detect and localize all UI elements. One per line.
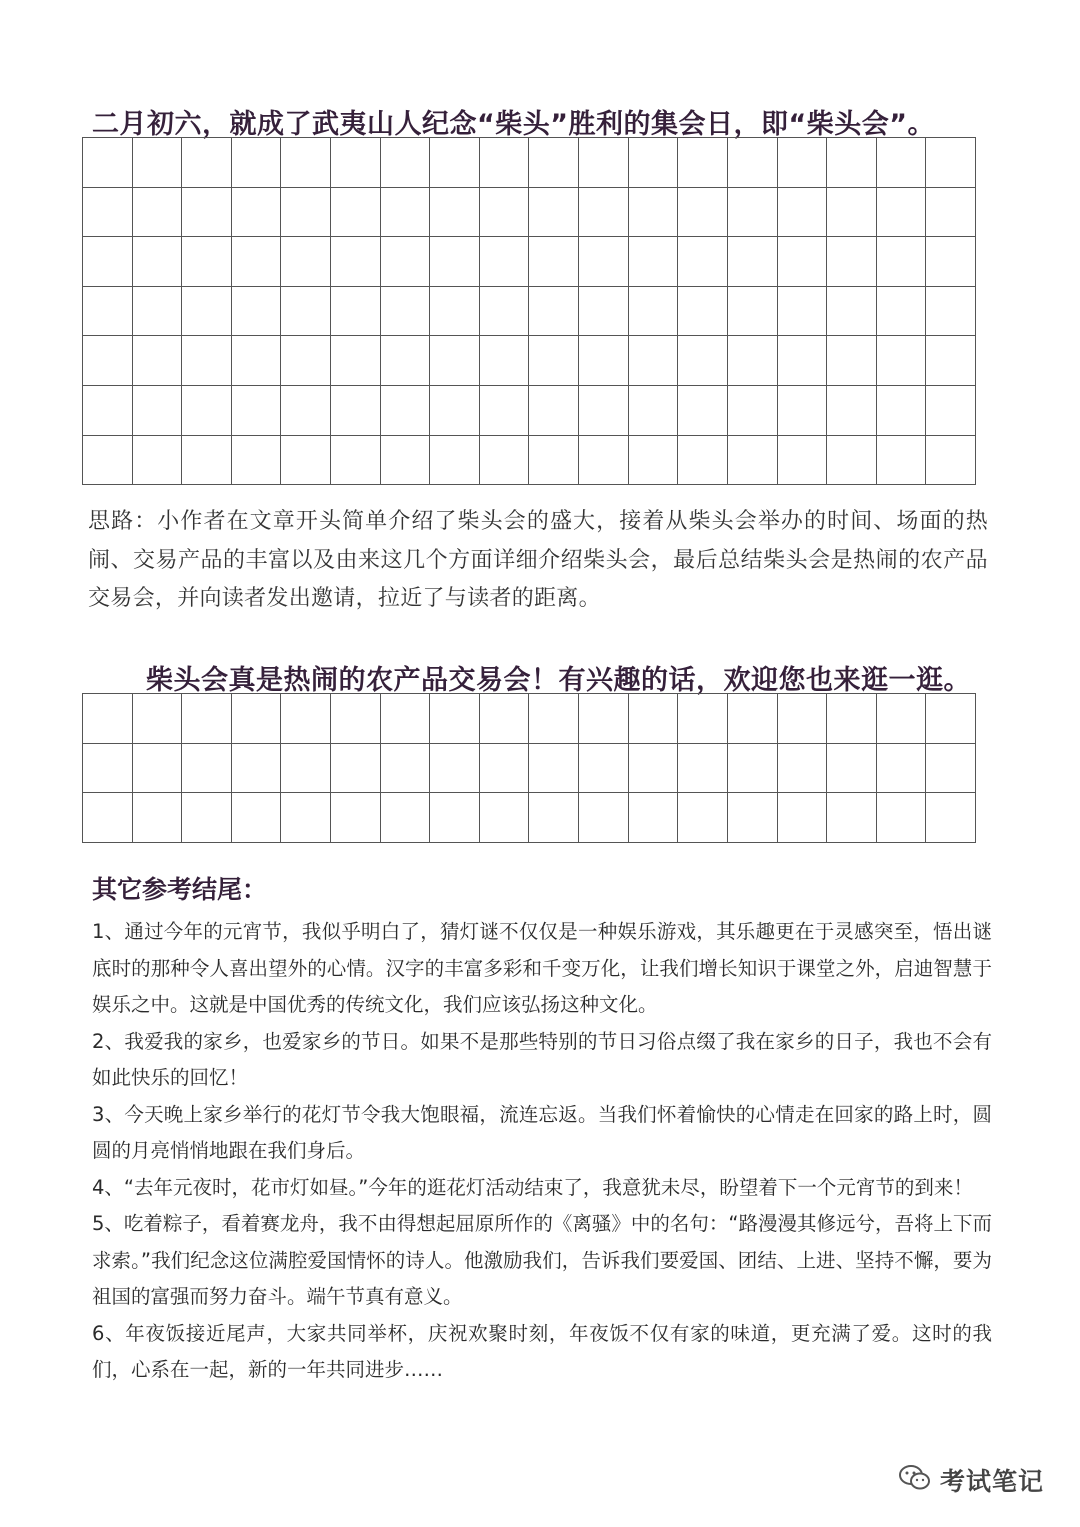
grid-cell bbox=[83, 138, 133, 188]
grid-cell bbox=[430, 694, 480, 744]
grid-cell bbox=[132, 138, 182, 188]
grid-cell bbox=[430, 187, 480, 237]
grid-cell bbox=[182, 187, 232, 237]
grid-cell bbox=[529, 793, 579, 843]
grid-cell bbox=[628, 385, 678, 435]
grid-cell bbox=[281, 435, 331, 485]
grid-cell bbox=[628, 793, 678, 843]
grid-cell bbox=[380, 336, 430, 386]
grid-cell bbox=[628, 336, 678, 386]
grid-cell bbox=[231, 743, 281, 793]
grid-cell bbox=[529, 138, 579, 188]
grid-cell bbox=[83, 187, 133, 237]
grid-cell bbox=[83, 336, 133, 386]
grid-cell bbox=[231, 435, 281, 485]
grid-cell bbox=[926, 286, 976, 336]
grid-cell bbox=[430, 237, 480, 287]
grid-cell bbox=[727, 336, 777, 386]
grid-cell bbox=[479, 286, 529, 336]
grid-cell bbox=[827, 385, 877, 435]
grid-cell bbox=[231, 336, 281, 386]
grid-cell bbox=[579, 694, 629, 744]
grid-cell bbox=[628, 187, 678, 237]
grid-cell bbox=[281, 385, 331, 435]
grid-cell bbox=[876, 743, 926, 793]
grid-cell bbox=[331, 694, 381, 744]
grid-cell bbox=[579, 286, 629, 336]
grid-cell bbox=[182, 435, 232, 485]
grid-cell bbox=[281, 336, 331, 386]
grid-cell bbox=[479, 694, 529, 744]
grid-cell bbox=[827, 435, 877, 485]
grid-cell bbox=[331, 435, 381, 485]
grid-cell bbox=[777, 187, 827, 237]
middle-heading: 柴头会真是热闹的农产品交易会！有兴趣的话，欢迎您也来逛一逛。 bbox=[146, 665, 971, 696]
grid-cell bbox=[529, 237, 579, 287]
grid-cell bbox=[529, 694, 579, 744]
grid-cell bbox=[479, 336, 529, 386]
grid-cell bbox=[628, 138, 678, 188]
grid-cell bbox=[827, 694, 877, 744]
grid-cell bbox=[83, 743, 133, 793]
reference-endings-title: 其它参考结尾： bbox=[92, 875, 268, 904]
grid-cell bbox=[628, 435, 678, 485]
top-heading: 二月初六，就成了武夷山人纪念“柴头”胜利的集会日，即“柴头会”。 bbox=[92, 109, 935, 140]
grid-cell bbox=[827, 743, 877, 793]
grid-cell bbox=[727, 694, 777, 744]
grid-cell bbox=[876, 138, 926, 188]
grid-row bbox=[83, 435, 976, 485]
grid-cell bbox=[479, 743, 529, 793]
grid-cell bbox=[380, 385, 430, 435]
grid-cell bbox=[926, 187, 976, 237]
grid-cell bbox=[331, 793, 381, 843]
grid-cell bbox=[132, 435, 182, 485]
grid-cell bbox=[876, 237, 926, 287]
grid-cell bbox=[678, 694, 728, 744]
grid-cell bbox=[529, 187, 579, 237]
grid-cell bbox=[926, 694, 976, 744]
grid-cell bbox=[132, 286, 182, 336]
ending-item: 6、年夜饭接近尾声，大家共同举杯，庆祝欢聚时刻，年夜饭不仅有家的味道，更充满了爱。这时的我们，心系在一起，新的一年共同进步…… bbox=[92, 1321, 992, 1381]
grid-cell bbox=[231, 286, 281, 336]
grid-cell bbox=[380, 793, 430, 843]
grid-cell bbox=[430, 336, 480, 386]
grid-cell bbox=[827, 138, 877, 188]
writing-grid-top bbox=[82, 137, 976, 485]
grid-row bbox=[83, 743, 976, 793]
grid-cell bbox=[182, 385, 232, 435]
grid-cell bbox=[926, 138, 976, 188]
grid-cell bbox=[926, 385, 976, 435]
grid-cell bbox=[331, 286, 381, 336]
grid-cell bbox=[926, 793, 976, 843]
grid-cell bbox=[579, 793, 629, 843]
grid-cell bbox=[380, 694, 430, 744]
grid-cell bbox=[529, 385, 579, 435]
grid-cell bbox=[876, 793, 926, 843]
grid-cell bbox=[628, 743, 678, 793]
grid-cell bbox=[579, 435, 629, 485]
grid-cell bbox=[628, 237, 678, 287]
writing-grid-bottom bbox=[82, 693, 976, 843]
grid-cell bbox=[876, 435, 926, 485]
grid-cell bbox=[678, 385, 728, 435]
grid-cell bbox=[182, 138, 232, 188]
grid-cell bbox=[182, 336, 232, 386]
grid-cell bbox=[777, 286, 827, 336]
grid-cell bbox=[380, 743, 430, 793]
grid-cell bbox=[727, 237, 777, 287]
grid-cell bbox=[182, 743, 232, 793]
grid-cell bbox=[777, 138, 827, 188]
grid-cell bbox=[479, 793, 529, 843]
grid-cell bbox=[678, 793, 728, 843]
grid-cell bbox=[132, 237, 182, 287]
grid-row bbox=[83, 793, 976, 843]
grid-cell bbox=[876, 336, 926, 386]
grid-cell bbox=[132, 187, 182, 237]
grid-cell bbox=[430, 138, 480, 188]
grid-cell bbox=[678, 187, 728, 237]
grid-cell bbox=[827, 187, 877, 237]
grid-cell bbox=[231, 385, 281, 435]
wechat-icon bbox=[898, 1463, 932, 1497]
grid-cell bbox=[83, 385, 133, 435]
grid-cell bbox=[231, 187, 281, 237]
grid-row bbox=[83, 237, 976, 287]
grid-cell bbox=[926, 743, 976, 793]
grid-cell bbox=[182, 286, 232, 336]
grid-cell bbox=[479, 237, 529, 287]
watermark bbox=[898, 1462, 1044, 1498]
grid-cell bbox=[678, 435, 728, 485]
grid-row bbox=[83, 385, 976, 435]
grid-cell bbox=[231, 793, 281, 843]
grid-row bbox=[83, 138, 976, 188]
grid-cell bbox=[83, 286, 133, 336]
grid-cell bbox=[83, 793, 133, 843]
grid-cell bbox=[182, 694, 232, 744]
grid-cell bbox=[579, 187, 629, 237]
grid-cell bbox=[876, 286, 926, 336]
grid-cell bbox=[331, 385, 381, 435]
grid-cell bbox=[777, 793, 827, 843]
grid-cell bbox=[727, 138, 777, 188]
grid-cell bbox=[579, 385, 629, 435]
grid-cell bbox=[380, 435, 430, 485]
grid-cell bbox=[83, 237, 133, 287]
grid-cell bbox=[876, 385, 926, 435]
grid-cell bbox=[281, 286, 331, 336]
grid-cell bbox=[529, 336, 579, 386]
grid-cell bbox=[281, 187, 331, 237]
ending-item: 5、吃着粽子，看着赛龙舟，我不由得想起屈原所作的《离骚》中的名句：“路漫漫其修远兮，吾将上下而求索。”我们纪念这位满腔爱国情怀的诗人。他激励我们，告诉我们要爱国、团结、上进、坚持不懈，要为祖国的富强而努力奋斗。端午节真有意义。 bbox=[92, 1212, 993, 1308]
grid-cell bbox=[727, 286, 777, 336]
grid-cell bbox=[331, 187, 381, 237]
grid-row bbox=[83, 694, 976, 744]
grid-cell bbox=[479, 435, 529, 485]
grid-cell bbox=[331, 336, 381, 386]
grid-cell bbox=[281, 743, 331, 793]
grid-cell bbox=[132, 336, 182, 386]
grid-cell bbox=[678, 743, 728, 793]
grid-cell bbox=[331, 743, 381, 793]
grid-cell bbox=[83, 694, 133, 744]
ending-item: 4、“去年元夜时，花市灯如昼。”今年的逛花灯活动结束了，我意犹未尽，盼望着下一个元宵节的到来！ bbox=[92, 1175, 973, 1199]
grid-cell bbox=[777, 385, 827, 435]
grid-cell bbox=[430, 743, 480, 793]
grid-cell bbox=[231, 138, 281, 188]
grid-cell bbox=[281, 793, 331, 843]
grid-row bbox=[83, 187, 976, 237]
grid-cell bbox=[529, 743, 579, 793]
grid-cell bbox=[777, 435, 827, 485]
grid-cell bbox=[132, 793, 182, 843]
grid-cell bbox=[430, 385, 480, 435]
grid-cell bbox=[132, 743, 182, 793]
grid-cell bbox=[827, 286, 877, 336]
grid-cell bbox=[579, 138, 629, 188]
grid-cell bbox=[926, 336, 976, 386]
grid-cell bbox=[132, 694, 182, 744]
thoughts-paragraph: 思路：小作者在文章开头简单介绍了柴头会的盛大，接着从柴头会举办的时间、场面的热闹、交易产品的丰富以及由来这几个方面详细介绍柴头会，最后总结柴头会是热闹的农产品交易会，并向读者发出邀请，拉近了与读者的距离。 bbox=[88, 509, 988, 611]
grid-cell bbox=[926, 435, 976, 485]
grid-cell bbox=[777, 237, 827, 287]
grid-cell bbox=[529, 435, 579, 485]
grid-cell bbox=[678, 237, 728, 287]
grid-cell bbox=[579, 237, 629, 287]
grid-cell bbox=[876, 694, 926, 744]
grid-cell bbox=[827, 336, 877, 386]
grid-cell bbox=[727, 187, 777, 237]
grid-cell bbox=[579, 743, 629, 793]
grid-cell bbox=[777, 694, 827, 744]
grid-cell bbox=[380, 138, 430, 188]
watermark-text: 考试笔记 bbox=[940, 1467, 1045, 1496]
grid-cell bbox=[727, 435, 777, 485]
grid-cell bbox=[529, 286, 579, 336]
grid-cell bbox=[380, 286, 430, 336]
grid-cell bbox=[281, 138, 331, 188]
grid-cell bbox=[331, 138, 381, 188]
grid-cell bbox=[628, 286, 678, 336]
grid-cell bbox=[628, 694, 678, 744]
grid-cell bbox=[182, 793, 232, 843]
grid-cell bbox=[430, 286, 480, 336]
grid-cell bbox=[380, 187, 430, 237]
grid-cell bbox=[281, 694, 331, 744]
grid-cell bbox=[479, 187, 529, 237]
grid-cell bbox=[231, 237, 281, 287]
grid-row bbox=[83, 286, 976, 336]
ending-item: 1、通过今年的元宵节，我似乎明白了，猜灯谜不仅仅是一种娱乐游戏，其乐趣更在于灵感突至，悟出谜底时的那种令人喜出望外的心情。汉字的丰富多彩和千变万化，让我们增长知识于课堂之外，启迪智慧于娱乐之中。这就是中国优秀的传统文化，我们应该弘扬这种文化。 bbox=[92, 920, 992, 1016]
grid-cell bbox=[132, 385, 182, 435]
ending-item: 2、我爱我的家乡，也爱家乡的节日。如果不是那些特别的节日习俗点缀了我在家乡的日子，我也不会有如此快乐的回忆！ bbox=[92, 1029, 992, 1089]
grid-cell bbox=[479, 138, 529, 188]
grid-cell bbox=[380, 237, 430, 287]
grid-cell bbox=[231, 694, 281, 744]
grid-cell bbox=[678, 336, 728, 386]
grid-cell bbox=[827, 237, 877, 287]
grid-cell bbox=[926, 237, 976, 287]
ending-item: 3、今天晚上家乡举行的花灯节令我大饱眼福，流连忘返。当我们怀着愉快的心情走在回家的路上时，圆圆的月亮悄悄地跟在我们身后。 bbox=[92, 1102, 992, 1162]
grid-cell bbox=[83, 435, 133, 485]
grid-cell bbox=[182, 237, 232, 287]
grid-cell bbox=[678, 286, 728, 336]
grid-cell bbox=[777, 743, 827, 793]
grid-cell bbox=[876, 187, 926, 237]
grid-cell bbox=[727, 743, 777, 793]
grid-cell bbox=[827, 793, 877, 843]
grid-cell bbox=[579, 336, 629, 386]
grid-cell bbox=[430, 793, 480, 843]
grid-cell bbox=[430, 435, 480, 485]
grid-cell bbox=[331, 237, 381, 287]
grid-cell bbox=[777, 336, 827, 386]
grid-cell bbox=[727, 385, 777, 435]
grid-cell bbox=[281, 237, 331, 287]
grid-cell bbox=[678, 138, 728, 188]
grid-row bbox=[83, 336, 976, 386]
reference-endings-list bbox=[92, 914, 992, 1389]
grid-cell bbox=[479, 385, 529, 435]
grid-cell bbox=[727, 793, 777, 843]
